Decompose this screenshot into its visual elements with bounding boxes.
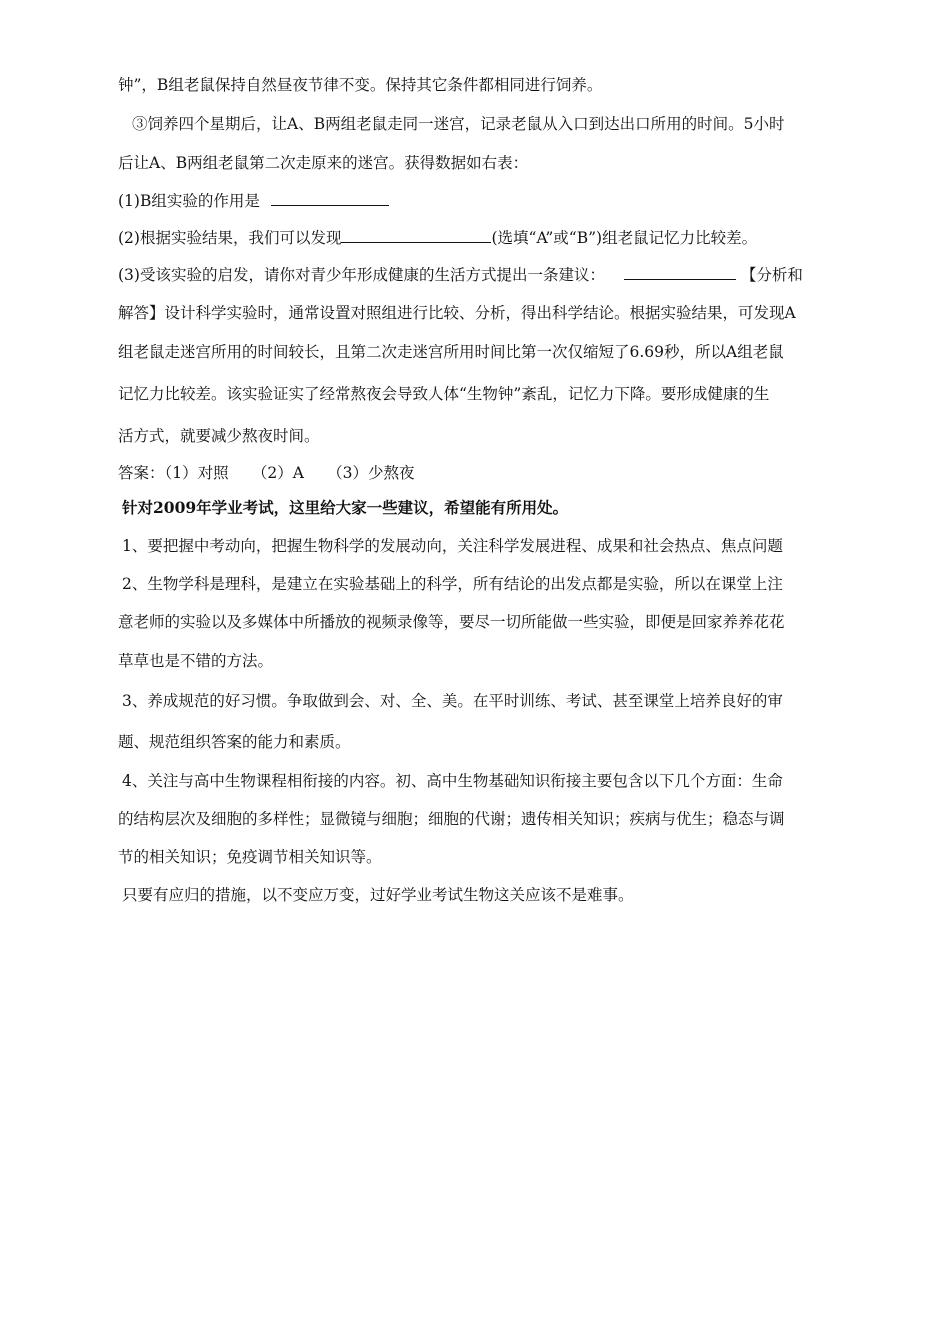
line-text: 4、关注与高中生物课程相衔接的内容。初、高中生物基础知识衔接主要包含以下几个方面：生命: [122, 772, 783, 790]
advice-item-1: [122, 535, 862, 557]
advice-item-3: [122, 690, 862, 712]
line-text: 记忆力比较差。该实验证实了经常熬夜会导致人体“生物钟”紊乱，记忆力下降。要形成健康的生: [118, 385, 770, 403]
line-text: ③饲养四个星期后，让A、B两组老鼠走同一迷宫，记录老鼠从入口到达出口所用的时间。5小时: [132, 115, 785, 133]
closing-line: [122, 884, 862, 906]
advice-item-2: [122, 573, 862, 595]
text-line: [118, 152, 858, 174]
question-2-text: (2)根据实验结果，我们可以发现: [118, 229, 342, 247]
text-line: [118, 383, 858, 405]
question-1: [118, 190, 858, 212]
line-text: 只要有应归的措施，以不变应万变，过好学业考试生物这关应该不是难事。: [122, 886, 634, 904]
advice-item-4: [122, 770, 862, 792]
line-text: 1、要把握中考动向，把握生物科学的发展动向，关注科学发展进程、成果和社会热点、焦点问题: [122, 537, 783, 555]
text-line: [118, 731, 858, 753]
line-text: 活方式，就要减少熬夜时间。: [118, 427, 320, 445]
answer-text: 答案：（1）对照 （2）A （3）少熬夜: [118, 464, 415, 482]
answer-blank-2[interactable]: [341, 228, 491, 243]
line-text: 的结构层次及细胞的多样性；显微镜与细胞；细胞的代谢；遗传相关知识；疾病与优生；稳态与调: [118, 810, 785, 828]
answer-blank-3[interactable]: [624, 265, 736, 280]
answer-line: [118, 462, 858, 484]
text-line: [118, 341, 858, 363]
text-line: [118, 611, 858, 633]
text-line: [118, 425, 858, 447]
question-1-text: (1)B组实验的作用是: [118, 192, 260, 210]
question-3-text: (3)受该实验的启发，请你对青少年形成健康的生活方式提出一条建议：: [118, 266, 605, 284]
line-text: 后让A、B两组老鼠第二次走原来的迷宫。获得数据如右表：: [118, 154, 529, 172]
analysis-heading: 【分析和: [740, 266, 803, 284]
text-line: [118, 846, 858, 868]
question-3: [118, 264, 858, 286]
advice-heading-text: 针对2009年学业考试，这里给大家一些建议，希望能有所用处。: [122, 498, 569, 517]
line-text: 意老师的实验以及多媒体中所播放的视频录像等，要尽一切所能做一些实验，即便是回家养养花花: [118, 613, 785, 631]
line-text: 组老鼠走迷宫所用的时间较长，且第二次走迷宫所用时间比第一次仅缩短了6.69秒，所以A组老鼠: [118, 343, 784, 361]
text-line: [132, 113, 872, 135]
line-text: 节的相关知识；免疫调节相关知识等。: [118, 848, 382, 866]
line-text: 3、养成规范的好习惯。争取做到会、对、全、美。在平时训练、考试、甚至课堂上培养良好的审: [122, 692, 783, 710]
text-line: [118, 74, 858, 96]
advice-heading: [122, 497, 862, 519]
text-line: [118, 302, 858, 324]
question-2-suffix: (选填“A”或“B”)组老鼠记忆力比较差。: [491, 229, 758, 247]
line-text: 钟”，B组老鼠保持自然昼夜节律不变。保持其它条件都相同进行饲养。: [118, 76, 603, 94]
line-text: 2、生物学科是理科，是建立在实验基础上的科学，所有结论的出发点都是实验，所以在课堂上注: [122, 575, 783, 593]
line-text: 草草也是不错的方法。: [118, 652, 274, 670]
answer-blank-1[interactable]: [271, 191, 389, 206]
text-line: [118, 650, 858, 672]
question-2: [118, 227, 858, 249]
line-text: 题、规范组织答案的能力和素质。: [118, 733, 351, 751]
line-text: 解答】设计科学实验时，通常设置对照组进行比较、分析，得出科学结论。根据实验结果，可发现A: [118, 304, 796, 322]
text-line: [118, 808, 858, 830]
